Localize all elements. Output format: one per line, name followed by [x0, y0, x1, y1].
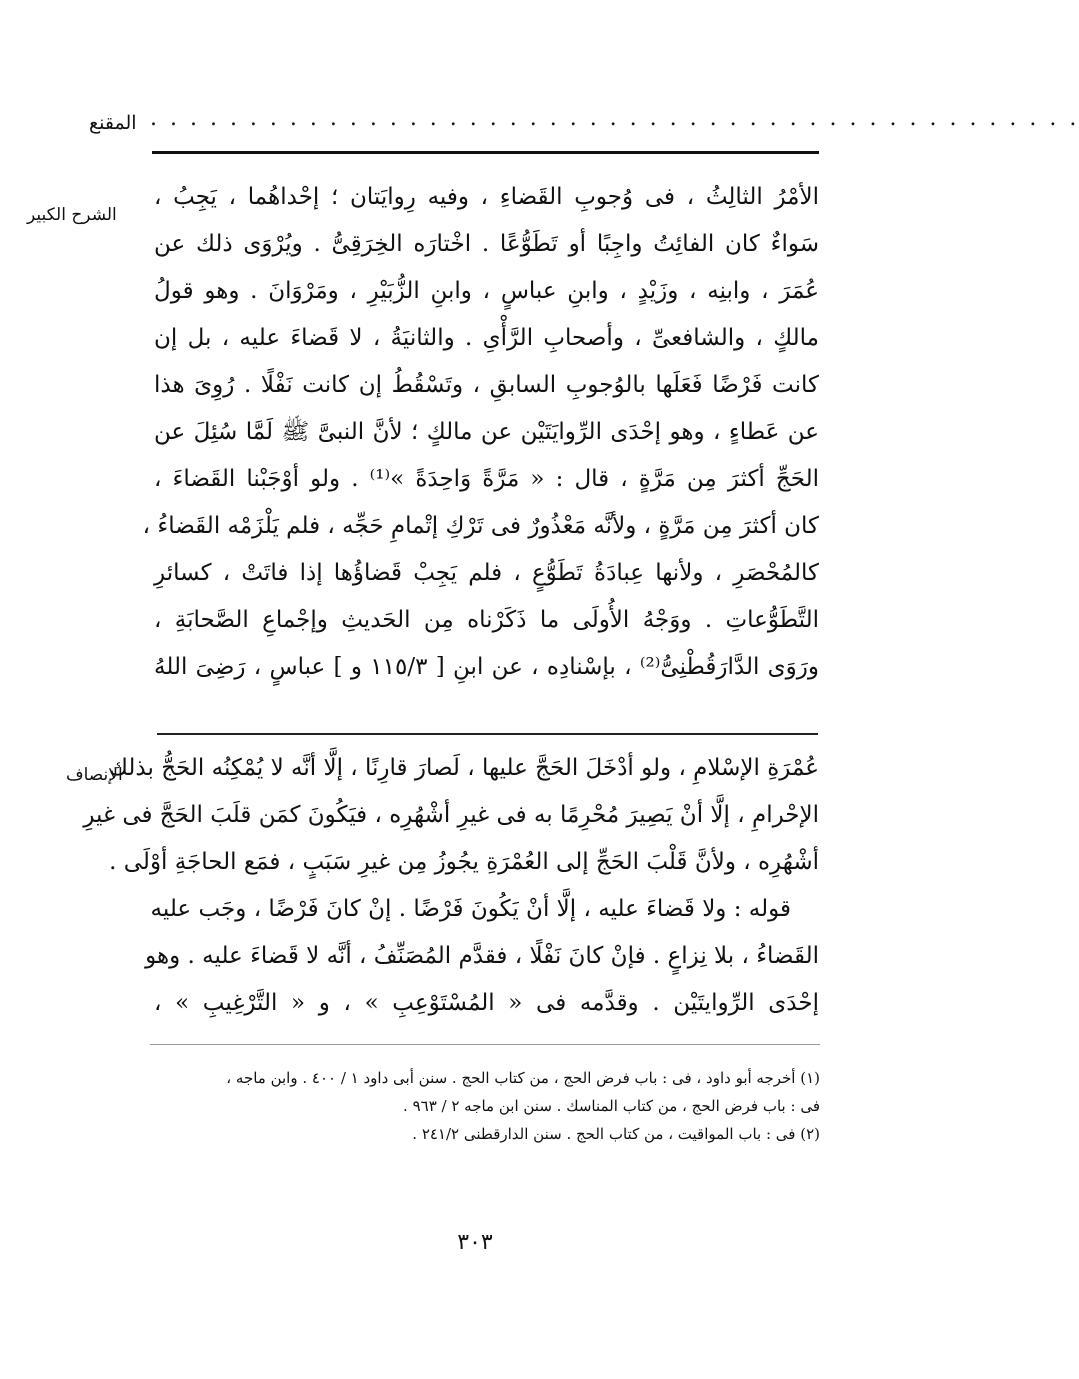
- sharh-line: كالمُحْصَرِ ، ولأنها عِبادَةُ تَطَوُّعٍ ، فلم يَجِبْ قَضاؤُها إذا فاتَتْ ، كسائرِ: [154, 560, 819, 586]
- header-rule: [152, 151, 819, 154]
- sharh-line: سَواءٌ كان الفائِتُ واجِبًا أو تَطَوُّعًا . اخْتارَه الخِرَقِىُّ . ويُرْوَى ذلك عن: [154, 231, 819, 257]
- sharh-line: كانت فَرْضًا فَعَلَها بالوُجوبِ السابقِ ، وتَسْقُطُ إن كانت نَفْلًا . رُوِىَ هذا: [154, 372, 819, 398]
- insaf-line: أشْهُرِه ، ولأنَّ قَلْبَ الحَجِّ إلى العُمْرَةِ يجُوزُ مِن غيرِ سَبَبٍ ، فمَع الحاجَةِ أوْلَى .: [109, 849, 819, 875]
- sharh-line: الأمْرُ الثالِثُ ، فى وُجوبِ القَضاءِ ، وفيه رِوايَتان ؛ إحْداهُما ، يَجِبُ ،: [154, 184, 819, 210]
- sharh-line: عن عَطاءٍ ، وهو إحْدَى الرِّوايَتَيْن عن مالكٍ ؛ لأنَّ النبىَّ ﷺ لَمَّا سُئِلَ عن: [154, 419, 819, 445]
- insaf-line: عُمْرَةِ الإسْلامِ ، ولو أدْخَلَ الحَجَّ عليها ، لَصارَ قارِنًا ، إلَّا أنَّه لا يُمْكِنُه الحَجُّ بذلك: [109, 755, 819, 781]
- footnote-rule: [150, 1044, 820, 1045]
- footnotes: [150, 1064, 820, 1148]
- sharh-line: عُمَرَ ، وابنِه ، وزَيْدٍ ، وابنِ عباسٍ ، وابنِ الزُّبَيْرِ ، ومَرْوَانَ . وهو قولُ: [154, 278, 819, 304]
- page-number: ٣٠٣: [457, 1230, 493, 1255]
- running-header-title: المقنع: [89, 112, 137, 134]
- side-label-insaf: الإنصاف: [66, 765, 123, 785]
- sharh-line: الحَجِّ أكثرَ مِن مَرَّةٍ ، قال : « مَرَّةً وَاحِدَةً »⁽¹⁾ . ولو أوْجَبْنا القَضاءَ ،: [154, 466, 820, 492]
- footnote-line: (١) أخرجه أبو داود ، فى : باب فرض الحج ، من كتاب الحج . سنن أبى داود ١ / ٤٠٠ . وابن ماجه ،: [226, 1069, 820, 1087]
- sharh-line: التَّطَوُّعاتِ . ووَجْهُ الأُولَى ما ذَكَرْناه مِن الحَديثِ وإجْماعِ الصَّحابَةِ ،: [154, 607, 819, 633]
- footnote-line: فى : باب فرض الحج ، من كتاب المناسك . سنن ابن ماجه ٢ / ٩٦٣ .: [403, 1097, 820, 1115]
- sharh-line: مالكٍ ، والشافعىِّ ، وأصحابِ الرَّأْىِ . والثانيَةُ ، لا قَضاءَ عليه ، بل إن: [154, 325, 819, 351]
- insaf-line: القَضاءُ ، بلا نِزاعٍ . فإنْ كانَ نَفْلًا ، فقدَّم المُصَنِّفُ ، أنَّه لا قَضاءَ عليه . وهو: [145, 943, 819, 969]
- insaf-line: إحْدَى الرِّوايتَيْن . وقدَّمه فى « المُسْتَوْعِبِ » ، و « التَّرْغِيبِ » ،: [154, 990, 819, 1016]
- side-label-sharh: الشرح الكبير: [27, 205, 117, 225]
- sharh-text: [142, 174, 820, 691]
- insaf-line: الإحْرامِ ، إلَّا أنْ يَصِيرَ مُحْرِمًا به فى غيرِ أشْهُرِه ، فيَكُونَ كمَن قلَبَ الحَجَّ فى غيرِ: [83, 802, 819, 828]
- section-divider: [157, 733, 818, 735]
- sharh-line: ورَوَى الدَّارَقُطْنِىُّ⁽²⁾ ، بإسْنادِه ، عن ابنِ [ ١١٥/٣ و ] عباسٍ ، رَضِىَ اللهُ: [154, 654, 819, 680]
- sharh-line: كان أكثرَ مِن مَرَّةٍ ، ولأنَّه مَعْذُورٌ فى تَرْكِ إتْمامِ حَجِّه ، فلم يَلْزَمْه القَضاءُ ،: [142, 513, 819, 539]
- running-header-dots: . . . . . . . . . . . . . . . . . . . . . . . . . . . . . . . . . . . . . . . . . . . . . . .: [150, 106, 1079, 131]
- footnote-line: (٢) فى : باب المواقيت ، من كتاب الحج . سنن الدارقطنى ٢٤١/٢ .: [412, 1125, 820, 1143]
- insaf-line: قوله : ولا قَضاءَ عليه ، إلَّا أنْ يَكُونَ فَرْضًا . إنْ كانَ فَرْضًا ، وجَب عليه: [150, 896, 791, 922]
